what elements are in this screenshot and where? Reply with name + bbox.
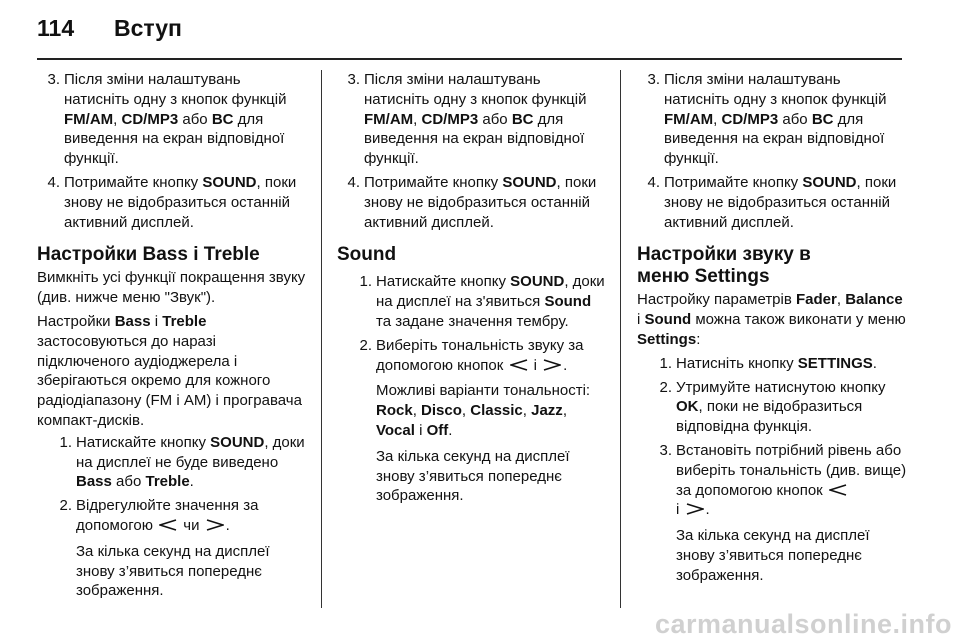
section-heading: Настройки звуку в меню Settings	[637, 244, 811, 288]
paragraph: Вимкніть усі функції покращення звуку (див. нижче меню "Звук").	[37, 269, 306, 307]
left-triangle-icon	[510, 359, 528, 371]
list-item: 3. Встановіть потрібний рівень або виберіть тональність (див. вище) за допомогою кнопок і .	[659, 441, 907, 519]
page-header	[0, 0, 960, 62]
list-item: 4. Потримайте кнопку SOUND, поки знову не відобразиться останній активний дисплей.	[47, 173, 297, 231]
list-item: 1. Натисніть кнопку SETTINGS.	[659, 354, 877, 372]
list-item: 1. Натискайте кнопку SOUND, доки на дисплеї на з'явиться Sound та задане значення тембру.	[359, 273, 605, 330]
watermark: carmanualsonline.info	[654, 609, 952, 639]
section-heading: Настройки Bass і Treble	[37, 244, 260, 266]
options-paragraph: Можливі варіанти тональності: Rock, Disco, Classic, Jazz, Vocal і Off.	[376, 382, 591, 439]
column-2	[337, 70, 609, 506]
list-item: 3. Після зміни налаштувань натисніть одну з кнопок функцій FM/AM, CD/MP3 або BC для виведення на екран відповідної функції.	[47, 71, 287, 168]
list-item: 4. Потримайте кнопку SOUND, поки знову не відобразиться останній активний дисплей.	[647, 173, 897, 231]
list-item: 3. Після зміни налаштувань натисніть одну з кнопок функцій FM/AM, CD/MP3 або BC для виведення на екран відповідної функції.	[647, 71, 887, 168]
column-divider	[321, 70, 322, 608]
note: За кілька секунд на дисплеї знову з’явиться попереднє зображення.	[76, 542, 270, 600]
right-triangle-icon	[686, 503, 704, 515]
left-triangle-icon	[829, 484, 847, 496]
list-item: 2. Утримуйте натиснутою кнопку OK, поки не відобразиться відповідна функція.	[659, 378, 886, 436]
column-3	[637, 70, 907, 586]
list-item: 2. Виберіть тональність звуку за допомогою кнопок і .	[359, 336, 584, 374]
right-triangle-icon	[206, 519, 224, 531]
section-heading: Sound	[337, 244, 397, 266]
list-item: 1. Натискайте кнопку SOUND, доки на дисплеї не буде виведено Bass або Treble.	[59, 433, 305, 491]
list-item: 4. Потримайте кнопку SOUND, поки знову не відобразиться останній активний дисплей.	[347, 173, 597, 231]
paragraph: Настройку параметрів Fader, Balance і Sound можна також виконати у меню Settings:	[637, 291, 906, 348]
right-triangle-icon	[543, 359, 561, 371]
paragraph: Настройки Bass і Treble застосовуються до наразі підключеного аудіоджерела і зберігаються окремо для кожного радіодіапазону (FM і AM) і програвача компакт-дисків.	[37, 312, 302, 429]
note: За кілька секунд на дисплеї знову з’явиться попереднє зображення.	[676, 527, 870, 584]
list-item: 2. Відрегулюйте значення за допомогою чи .	[59, 497, 259, 534]
left-triangle-icon	[159, 519, 177, 531]
header-rule	[37, 58, 902, 60]
note: За кілька секунд на дисплеї знову з’явиться попереднє зображення.	[376, 447, 570, 505]
page-title: Вступ	[114, 15, 182, 41]
list-item: 3. Після зміни налаштувань натисніть одну з кнопок функцій FM/AM, CD/MP3 або BC для виведення на екран відповідної функції.	[347, 71, 587, 168]
column-1	[37, 70, 309, 601]
page-number: 114	[37, 15, 75, 41]
column-divider	[620, 70, 621, 608]
